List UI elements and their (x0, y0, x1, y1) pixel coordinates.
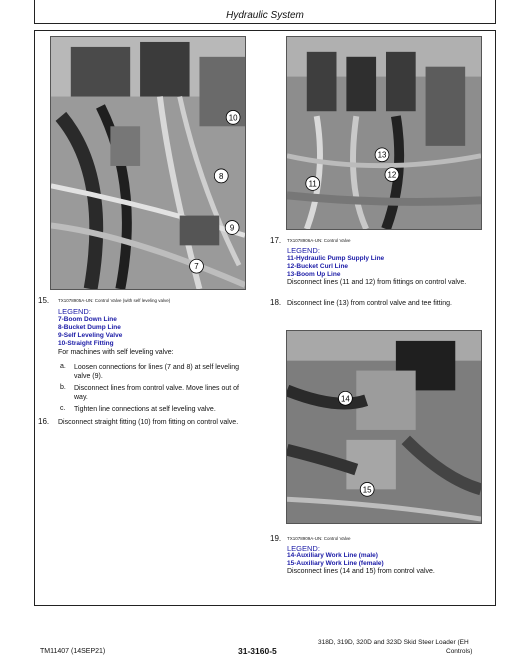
step-19-number: 19. (270, 534, 282, 543)
step-18-number: 18. (270, 298, 282, 307)
step-15-legend-title: LEGEND: (58, 307, 91, 316)
step-17-legend-item: 12-Bucket Curl Line (287, 263, 349, 270)
step-18-text: Disconnect line (13) from control valve and tee fitting. (287, 300, 452, 307)
step-17-legend-title: LEGEND: (287, 246, 320, 255)
substep-a-letter: a. (60, 363, 66, 370)
step-17-legend-item: 11-Hydraulic Pump Supply Line (287, 255, 385, 262)
substep-c-line1: Tighten line connections at self leveling valve. (74, 406, 216, 413)
control-valve-photo-bottom-right (286, 330, 482, 524)
callout-10: 10 (228, 113, 238, 123)
step-15-intro: For machines with self leveling valve: (58, 349, 174, 356)
step-15-number: 15. (38, 296, 50, 305)
substep-b-line1: Disconnect lines from control valve. Move lines out of (74, 385, 239, 392)
step-19-legend-item: 14-Auxiliary Work Line (male) (287, 552, 378, 559)
callout-12: 12 (387, 170, 397, 180)
footer-page-number: 31-3160-5 (238, 646, 277, 656)
step-16-number: 16. (38, 417, 50, 426)
callout-8: 8 (219, 171, 224, 181)
step-15-legend-item: 7-Boom Down Line (58, 316, 117, 323)
callout-13: 13 (377, 150, 387, 160)
callout-14: 14 (340, 394, 350, 404)
step-15-legend-item: 8-Bucket Dump Line (58, 324, 121, 331)
control-valve-photo-left (50, 36, 246, 290)
substep-b-line2: way. (74, 394, 88, 401)
callout-15: 15 (362, 485, 372, 495)
substep-c-letter: c. (60, 405, 66, 412)
footer-doc-id: TM11407 (14SEP21) (40, 648, 106, 655)
header-title: Hydraulic System (226, 10, 304, 21)
step-17-number: 17. (270, 236, 282, 245)
step-15-legend-item: 10-Straight Fitting (58, 340, 114, 347)
step-15-legend-item: 9-Self Leveling Valve (58, 332, 123, 339)
step-17-legend-item: 13-Boom Up Line (287, 271, 341, 278)
footer-title-line2: Controls) (446, 648, 473, 655)
step-19-text: Disconnect lines (14 and 15) from control valve. (287, 568, 435, 575)
substep-b-letter: b. (60, 384, 66, 391)
step-16-text: Disconnect straight fitting (10) from fitting on control valve. (58, 419, 239, 426)
step-17-text: Disconnect lines (11 and 12) from fittings on control valve. (287, 279, 467, 286)
control-valve-photo-top-right (286, 36, 482, 230)
step-19-caption-id: TX1078909A-UN: Control Valve (287, 536, 351, 541)
callout-11: 11 (308, 179, 317, 189)
substep-a-line2: valve (9). (74, 373, 103, 380)
step-17-caption-id: TX1078906A-UN: Control Valve (287, 238, 351, 243)
footer-title-line1: 318D, 319D, 320D and 323D Skid Steer Loader (EH (318, 639, 469, 646)
callout-7: 7 (194, 262, 199, 272)
step-19-legend-item: 15-Auxiliary Work Line (female) (287, 560, 384, 567)
callout-9: 9 (229, 223, 235, 233)
step-15-caption-id: TX1078905A-UN: Control Valve (with self leveling valve) (58, 298, 171, 303)
step-19-legend-title: LEGEND: (287, 544, 320, 553)
page-header (34, 0, 496, 24)
substep-a-line1: Loosen connections for lines (7 and 8) at self leveling (74, 364, 239, 371)
